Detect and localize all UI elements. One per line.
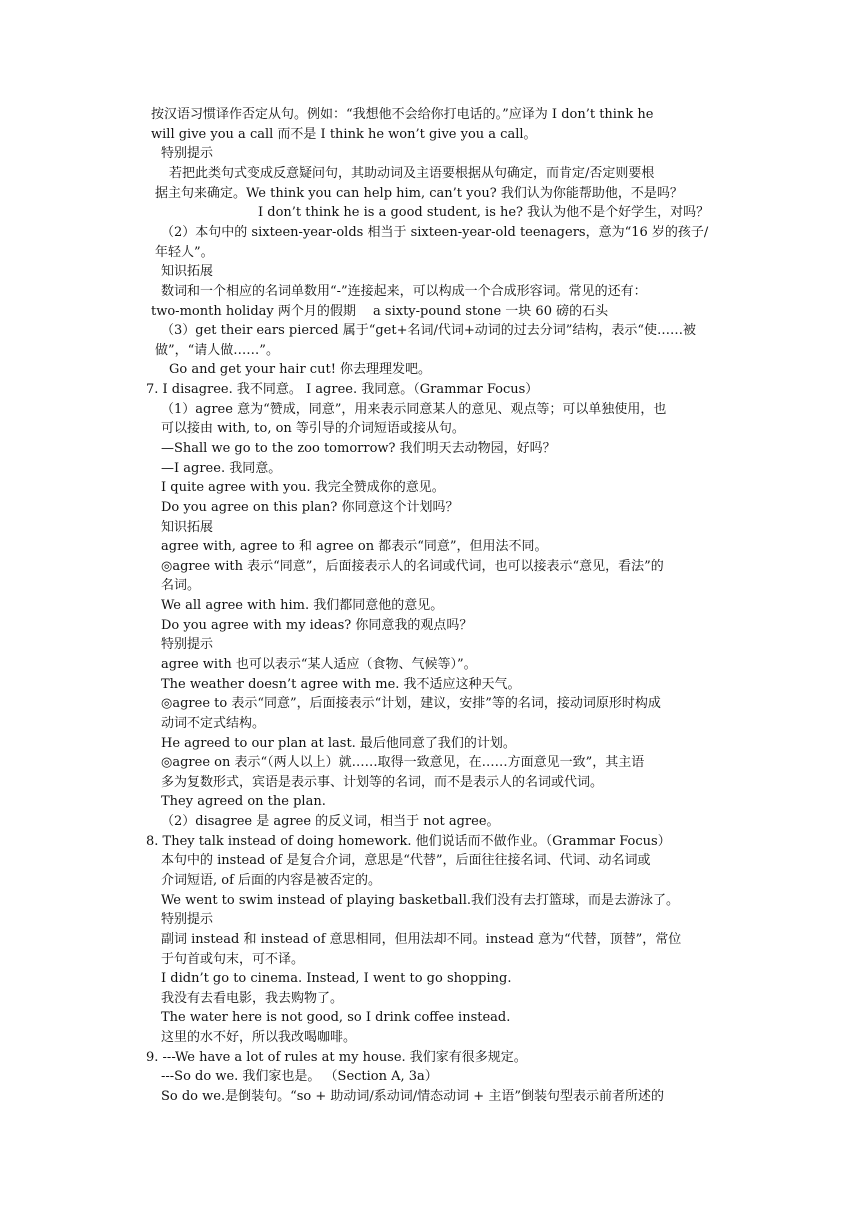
text-line: Do you agree on this plan? 你同意这个计划吗？ xyxy=(161,500,459,515)
text-line: 年轻人”。 xyxy=(155,245,214,260)
text-line: 本句中的 instead of 是复合介词，意思是“代替”，后面往往接名词、代词、动名词或 xyxy=(161,853,651,868)
text-line: Do you agree with my ideas? 你同意我的观点吗？ xyxy=(161,618,473,633)
text-line: 若把此类句式变成反意疑问句，其助动词及主语要根据从句确定，而肯定/否定则要根 xyxy=(169,166,655,181)
text-line: He agreed to our plan at last. 最后他同意了我们的计划。 xyxy=(161,736,516,751)
text-line: 名词。 xyxy=(161,578,201,593)
text-line: ---So do we. 我们家也是。 （Section A, 3a） xyxy=(161,1069,438,1084)
text-line: （1）agree 意为“赞成，同意”，用来表示同意某人的意见、观点等；可以单独使用，也 xyxy=(161,402,667,417)
section-heading: 特别提示 xyxy=(161,637,214,652)
text-line: I quite agree with you. 我完全赞成你的意见。 xyxy=(161,480,445,495)
text-line: agree with, agree to 和 agree on 都表示“同意”，但用法不同。 xyxy=(161,539,548,554)
text-line: two-month holiday 两个月的假期 a sixty-pound stone 一块 60 磅的石头 xyxy=(151,304,609,319)
text-line: So do we.是倒装句。“so + 助动词/系动词/情态动词 + 主语”倒装句型表示前者所述的 xyxy=(161,1089,664,1104)
text-line: 介词短语, of 后面的内容是被否定的。 xyxy=(161,873,382,888)
text-line: 于句首或句末，可不译。 xyxy=(161,952,305,967)
text-line: I didn’t go to cinema. Instead, I went to go shopping. xyxy=(161,971,512,986)
section-heading: 特别提示 xyxy=(161,912,214,927)
text-line: 多为复数形式，宾语是表示事、计划等的名词，而不是表示人的名词或代词。 xyxy=(161,775,604,790)
text-line: They agreed on the plan. xyxy=(161,794,326,809)
section-heading: 特别提示 xyxy=(161,146,214,161)
item-heading: 8. They talk instead of doing homework. 他们说话而不做作业。（Grammar Focus） xyxy=(146,834,671,849)
text-line: 数词和一个相应的名词单数用“-”连接起来，可以构成一个合成形容词。常见的还有： xyxy=(161,284,647,299)
text-line: We went to swim instead of playing basketball.我们没有去打篮球，而是去游泳了。 xyxy=(161,893,679,908)
text-line: —I agree. 我同意。 xyxy=(161,461,282,476)
text-line: 据主句来确定。We think you can help him, can’t you? 我们认为你能帮助他，不是吗？ xyxy=(155,186,683,201)
text-line: ◎agree to 表示“同意”，后面接表示“计划，建议，安排”等的名词，接动词原形时构成 xyxy=(161,696,661,711)
section-heading: 知识拓展 xyxy=(161,264,214,279)
text-line: ◎agree on 表示“（两人以上）就……取得一致意见，在……方面意见一致”，其主语 xyxy=(161,755,645,770)
text-line: 可以接由 with, to, on 等引导的介词短语或接从句。 xyxy=(161,421,465,436)
section-heading: 知识拓展 xyxy=(161,520,214,535)
text-line: —Shall we go to the zoo tomorrow? 我们明天去动物园，好吗？ xyxy=(161,441,556,456)
text-line: 副词 instead 和 instead of 意思相同，但用法却不同。instead 意为“代替，顶替”，常位 xyxy=(161,932,682,947)
text-line: （3）get their ears pierced 属于“get+名词/代词+动词的过去分词”结构，表示“使……被 xyxy=(161,323,697,338)
text-line: 做”，“请人做……”。 xyxy=(155,343,279,358)
text-line: 我没有去看电影，我去购物了。 xyxy=(161,991,344,1006)
text-line: 按汉语习惯译作否定从句。例如：“我想他不会给你打电话的。”应译为 I don’t think he xyxy=(151,107,654,122)
text-line: 动词不定式结构。 xyxy=(161,716,266,731)
text-line: 这里的水不好，所以我改喝咖啡。 xyxy=(161,1030,357,1045)
text-line: will give you a call 而不是 I think he won’t give you a call。 xyxy=(151,127,537,142)
text-line: ◎agree with 表示“同意”，后面接表示人的名词或代词，也可以接表示“意见，看法”的 xyxy=(161,559,664,574)
text-line: Go and get your hair cut! 你去理理发吧。 xyxy=(169,362,432,377)
text-line: I don’t think he is a good student, is he? 我认为他不是个好学生，对吗？ xyxy=(258,205,710,220)
text-line: We all agree with him. 我们都同意他的意见。 xyxy=(161,598,444,613)
text-line: The weather doesn’t agree with me. 我不适应这种天气。 xyxy=(161,677,521,692)
item-heading: 7. I disagree. 我不同意。 I agree. 我同意。（Grammar Focus） xyxy=(146,382,539,397)
text-line: （2）本句中的 sixteen-year-olds 相当于 sixteen-year-old teenagers，意为“16 岁的孩子/ xyxy=(161,225,709,240)
text-line: （2）disagree 是 agree 的反义词，相当于 not agree。 xyxy=(161,814,500,829)
text-line: agree with 也可以表示“某人适应（食物、气候等）”。 xyxy=(161,657,477,672)
item-heading: 9. ---We have a lot of rules at my house. 我们家有很多规定。 xyxy=(146,1050,527,1065)
text-line: The water here is not good, so I drink coffee instead. xyxy=(161,1010,511,1025)
